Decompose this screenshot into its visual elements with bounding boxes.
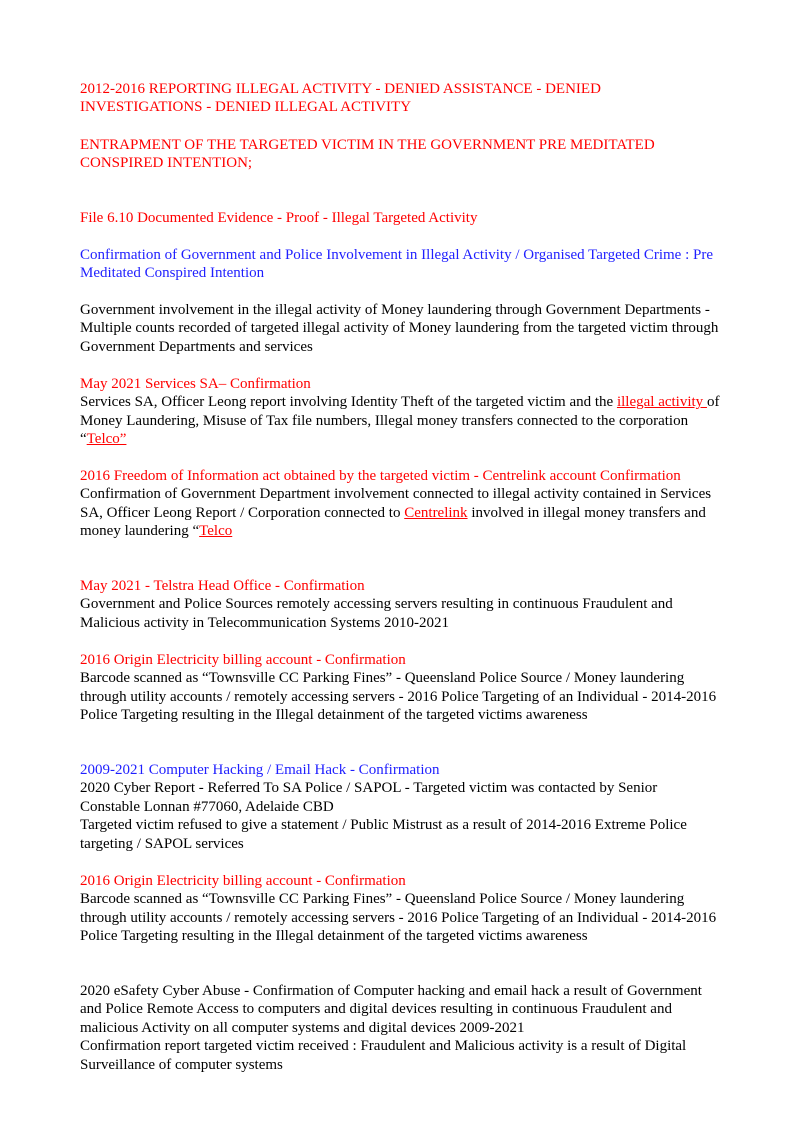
confirmation-title: Confirmation of Government and Police Involvement in Illegal Activity / Organised Targeted Crime : Pre Meditated Conspired Intention: [80, 247, 713, 282]
section-title: May 2021 Services SA– Confirmation: [80, 376, 311, 392]
telco-link[interactable]: Telco: [199, 523, 233, 540]
illegal-activity-link[interactable]: illegal activity: [616, 394, 707, 411]
telco-link[interactable]: Telco”: [86, 431, 127, 448]
section-origin-electricity-1: [80, 651, 720, 725]
section-title: 2016 Freedom of Information act obtained by the targeted victim - Centrelink account Confirmation: [80, 468, 681, 484]
body-text: Services SA, Officer Leong report involving Identity Theft of the targeted victim and the: [80, 394, 617, 411]
heading-entrapment: ENTRAPMENT OF THE TARGETED VICTIM IN THE GOVERNMENT PRE MEDITATED CONSPIRED INTENTION;: [80, 137, 655, 172]
section-title: 2016 Origin Electricity billing account - Confirmation: [80, 873, 406, 889]
section-body: [80, 485, 720, 540]
section-body: Barcode scanned as “Townsville CC Parking Fines” - Queensland Police Source / Money laundering through utility accounts / remotely accessing servers - 2016 Police Targeting of an Individual - 2014-2016 Police Targeting resulting in the Illegal detainment of the targeted victims awareness: [80, 891, 717, 945]
intro-paragraph: Government involvement in the illegal activity of Money laundering through Government Departments - Multiple counts recorded of targeted illegal activity of Money laundering from the targeted victim through Government Departments and services: [80, 302, 719, 355]
section-body: Barcode scanned as “Townsville CC Parking Fines” - Queensland Police Source / Money laundering through utility accounts / remotely accessing servers - 2016 Police Targeting of an Individual - 2014-2016 Police Targeting resulting in the Illegal detainment of the targeted victims awareness: [80, 670, 717, 724]
section-body: Targeted victim refused to give a statement / Public Mistrust as a result of 2014-2016 Extreme Police targeting / SAPOL services: [80, 817, 687, 852]
body-text: Confirmation of Government Department involvement connected to illegal activity contained in Services SA, Officer Leong Report / Corporation connected to: [80, 486, 712, 521]
body-text: of Money Laundering, Misuse of Tax file numbers, Illegal money transfers connected to the corporation “: [80, 394, 720, 448]
section-esafety: [80, 982, 720, 1074]
section-title: May 2021 - Telstra Head Office - Confirmation: [80, 578, 365, 594]
section-computer-hacking: [80, 761, 720, 853]
section-body: Confirmation report targeted victim received : Fraudulent and Malicious activity is a result of Digital Surveillance of computer systems: [80, 1038, 687, 1073]
centrelink-link[interactable]: Centrelink: [404, 504, 468, 521]
section-body: 2020 eSafety Cyber Abuse - Confirmation of Computer hacking and email hack a result of Government and Police Remote Access to computers and digital devices resulting in continuous Fraudulent and malicious Activity on all computer systems and digital devices 2009-2021: [80, 983, 702, 1036]
section-body: 2020 Cyber Report - Referred To SA Police / SAPOL - Targeted victim was contacted by Senior Constable Lonnan #77060, Adelaide CBD: [80, 780, 658, 815]
section-freedom-of-information: [80, 467, 720, 541]
section-body: [80, 393, 720, 448]
section-origin-electricity-2: [80, 872, 720, 946]
section-body: Government and Police Sources remotely accessing servers resulting in continuous Fraudulent and Malicious activity in Telecommunication Systems 2010-2021: [80, 596, 673, 631]
file-title: File 6.10 Documented Evidence - Proof - Illegal Targeted Activity: [80, 210, 478, 226]
heading-reporting-illegal-activity: 2012-2016 REPORTING ILLEGAL ACTIVITY - DENIED ASSISTANCE - DENIED INVESTIGATIONS - DENIED ILLEGAL ACTIVITY: [80, 81, 601, 116]
body-text: involved in illegal money transfers and money laundering “: [80, 504, 706, 540]
section-telstra: [80, 577, 720, 632]
section-title: 2009-2021 Computer Hacking / Email Hack - Confirmation: [80, 762, 440, 778]
section-title: 2016 Origin Electricity billing account - Confirmation: [80, 652, 406, 668]
section-services-sa: [80, 375, 720, 449]
